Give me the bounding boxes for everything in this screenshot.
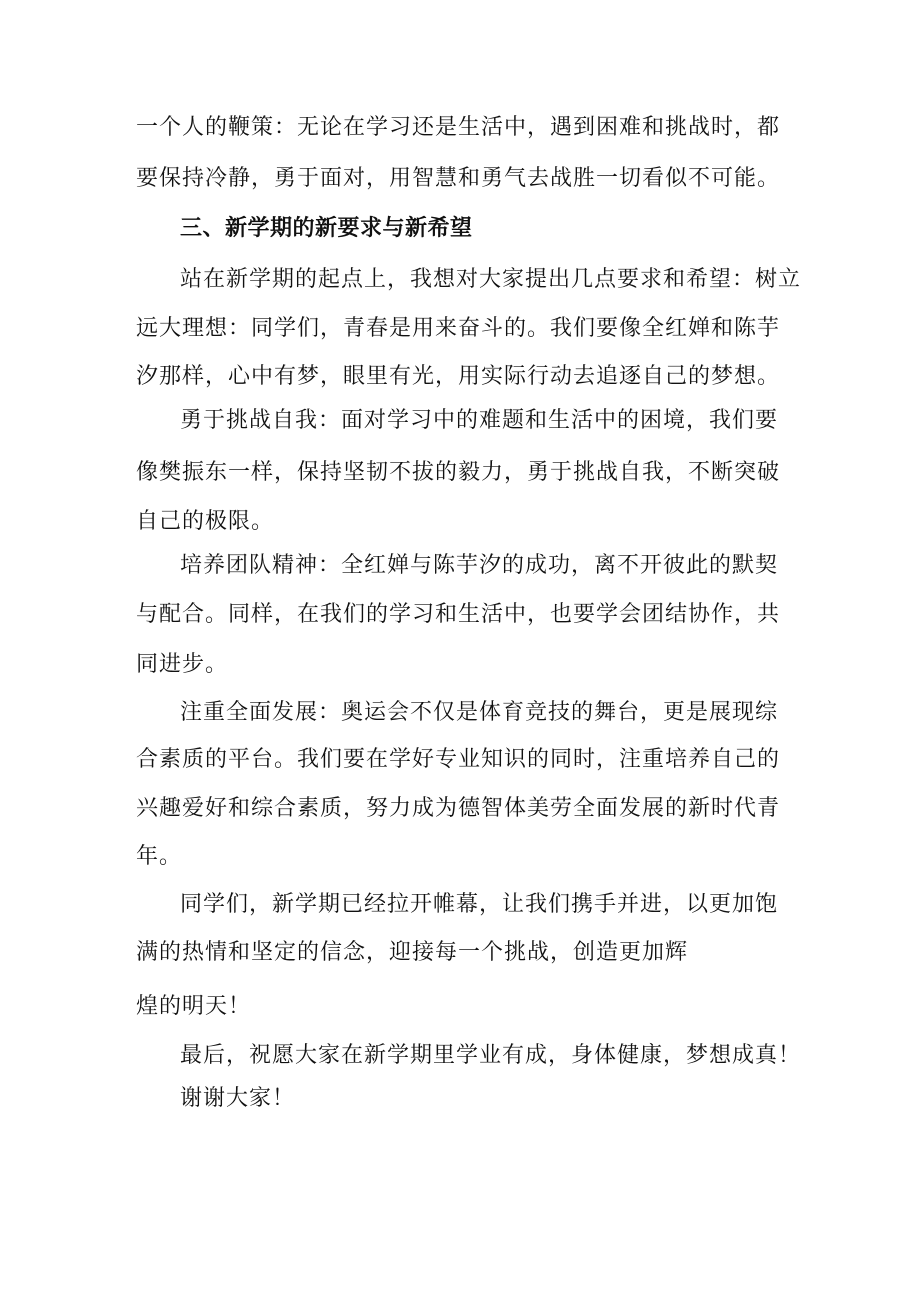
paragraph-line: 像樊振东一样，保持坚韧不拔的毅力，勇于挑战自我，不断突破 — [136, 460, 781, 485]
paragraph-line: 一个人的鞭策：无论在学习还是生活中，遇到困难和挑战时，都 — [136, 115, 781, 140]
paragraph-line: 合素质的平台。我们要在学好专业知识的同时，注重培养自己的 — [136, 747, 781, 772]
paragraph-line: 年。 — [136, 844, 183, 869]
paragraph-line: 兴趣爱好和综合素质，努力成为德智体美劳全面发展的新时代青 — [136, 796, 781, 821]
paragraph-line: 同学们，新学期已经拉开帷幕，让我们携手并进，以更加饱 — [180, 892, 779, 917]
section-heading: 三、新学期的新要求与新希望 — [180, 216, 473, 241]
paragraph-line: 谢谢大家！ — [180, 1086, 296, 1111]
paragraph-line: 远大理想：同学们，青春是用来奋斗的。我们要像全红婵和陈芋 — [136, 316, 781, 341]
paragraph-line: 同进步。 — [136, 652, 229, 677]
paragraph-line: 自己的极限。 — [136, 509, 275, 534]
paragraph-line: 汐那样，心中有梦，眼里有光，用实际行动去追逐自己的梦想。 — [136, 364, 781, 389]
paragraph-line: 注重全面发展：奥运会不仅是体育竞技的舞台，更是展现综 — [180, 700, 779, 725]
paragraph-line: 培养团队精神：全红婵与陈芋汐的成功，离不开彼此的默契 — [180, 553, 779, 578]
paragraph-line: 煌的明天！ — [136, 994, 252, 1019]
paragraph-line: 站在新学期的起点上，我想对大家提出几点要求和希望：树立 — [180, 267, 802, 292]
paragraph-line: 最后，祝愿大家在新学期里学业有成，身体健康，梦想成真！ — [180, 1043, 802, 1068]
paragraph-line: 要保持冷静，勇于面对，用智慧和勇气去战胜一切看似不可能。 — [136, 166, 781, 191]
paragraph-line: 勇于挑战自我：面对学习中的难题和生活中的困境，我们要 — [180, 408, 779, 433]
paragraph-line: 满的热情和坚定的信念，迎接每一个挑战，创造更加辉 — [136, 940, 689, 965]
paragraph-line: 与配合。同样，在我们的学习和生活中，也要学会团结协作，共 — [136, 602, 781, 627]
